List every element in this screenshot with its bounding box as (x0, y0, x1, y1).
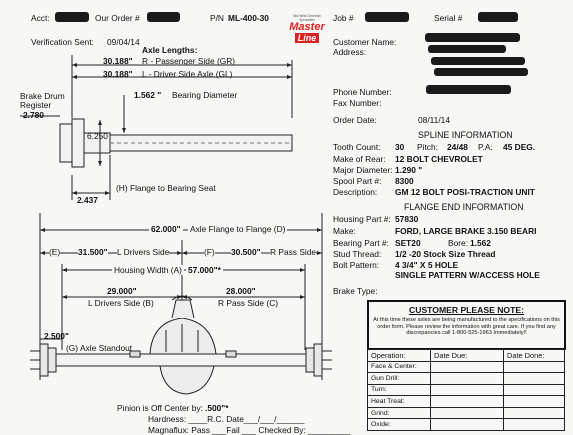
flange-bearing-label: (H) Flange to Bearing Seat (116, 183, 216, 193)
pa-value: 45 DEG. (503, 142, 536, 152)
bore-value: 1.562 (470, 238, 491, 248)
address-label: Address: (333, 47, 367, 57)
pa-label: P.A: (478, 142, 493, 152)
customer-name-label: Customer Name: (333, 37, 397, 47)
l-drivers-label: L Drivers Side (B) (88, 298, 154, 308)
fax-label: Fax Number: (333, 98, 382, 108)
op-face-center: Face & Center: (368, 361, 431, 373)
r-pass-value: 28.000" (226, 286, 256, 296)
op-header-operation: Operation: (368, 350, 431, 362)
description-value: GM 12 BOLT POSI-TRACTION UNIT (395, 187, 535, 197)
op-gun-drill: Gun Drill: (368, 373, 431, 385)
notice-body: At this time these axles are being manufactured to the specifications on this order form. Please review the information with great care. If you find any discrepancies call 1-800-525-1963 Immediately!! (373, 317, 560, 337)
logo-word-line: Line (295, 33, 320, 43)
order-date-value: 08/11/14 (418, 115, 450, 125)
brake-drum-value: 2.780 (23, 110, 44, 120)
pitch-label: Pitch: (417, 142, 438, 152)
phone-label: Phone Number: (333, 87, 392, 97)
bearing-diameter-value: 1.562 " (134, 90, 162, 100)
axle-flange-value: 62.000" (151, 224, 181, 234)
make-rear-label: Make of Rear: (333, 154, 386, 164)
tooth-count-label: Tooth Count: (333, 142, 381, 152)
major-diameter-value: 1.290 " (395, 165, 423, 175)
right-flange (314, 344, 322, 376)
bore-label: Bore: (448, 238, 469, 248)
axle-lengths-title: Axle Lengths: (142, 45, 198, 55)
op-header-date-due: Date Due: (431, 350, 504, 362)
bolt-pattern-value-1: 4 3/4" X 5 HOLE (395, 260, 459, 270)
housing-width-label: Housing Width (A) (114, 265, 182, 275)
description-label: Description: (333, 187, 378, 197)
drivers-side-value: 31.500" (78, 247, 108, 257)
logo-tagline: Mid-West Drivetrain Specialties (293, 14, 321, 22)
hardness-line: Hardness: ____R.C. Date___/___/______ (148, 414, 305, 424)
bolt-circle-value: 6.250 (87, 131, 108, 141)
axle-length-l-label: L - Driver Side Axle (GL) (142, 69, 233, 79)
right-bearing-housing (306, 348, 314, 372)
pass-side-label: R Pass Side (270, 247, 317, 257)
stud-thread-value: 1/2 -20 Stock Size Thread (395, 249, 496, 259)
arrowhead-bearing (122, 128, 126, 133)
bolt-pattern-label: Bolt Pattern: (333, 260, 380, 270)
serial-label: Serial # (434, 13, 463, 23)
notice-title: CUSTOMER PLEASE NOTE: (409, 305, 524, 315)
verification-value: 09/04/14 (107, 37, 140, 47)
brake-drum-register (60, 124, 72, 162)
op-oxide: Oxide: (368, 419, 431, 431)
brake-drum-label-1: Brake Drum (20, 91, 65, 101)
standout-label: (G) Axle Standout (66, 343, 133, 353)
axle-flange (72, 119, 84, 167)
bearing-part-label: Bearing Part #: (333, 238, 389, 248)
bolt-pattern-value-2: SINGLE PATTERN W/ACCESS HOLE (395, 270, 540, 280)
housing-width-value: 57.000"* (188, 265, 221, 275)
logo-word-master: Master (289, 21, 325, 33)
axle-length-l-value: 30.188" (103, 69, 133, 79)
pinion-yoke (172, 300, 194, 318)
brake-drum-label-2: Register (20, 100, 52, 110)
housing-part-value: 57830 (395, 214, 419, 224)
make-rear-value: 12 BOLT CHEVROLET (395, 154, 483, 164)
verification-label: Verification Sent: (31, 37, 94, 47)
op-turn: Turn: (368, 384, 431, 396)
acct-label: Acct: (31, 13, 50, 23)
brake-type-label: Brake Type: (333, 286, 378, 296)
pitch-value: 24/48 (447, 142, 468, 152)
op-heat-treat: Heat Treat: (368, 396, 431, 408)
spool-value: 8300 (395, 176, 414, 186)
job-label: Job # (333, 13, 354, 23)
flange-end-title: FLANGE END INFORMATION (404, 202, 524, 212)
drivers-side-label: L Drivers Side (117, 247, 170, 257)
housing-part-label: Housing Part #: (333, 214, 391, 224)
pn-value: ML-400-30 (228, 13, 269, 23)
r-pass-label: R Pass Side (C) (218, 298, 279, 308)
flange-make-label: Make: (333, 226, 356, 236)
tooth-count-value: 30 (395, 142, 405, 152)
drivers-side-code: (E) (49, 247, 61, 257)
pn-label: P/N (210, 13, 224, 23)
flange-make-value: FORD, LARGE BRAKE 3.150 BEARI (395, 226, 537, 236)
axle-length-r-label: R - Passenger Side (GR) (142, 56, 236, 66)
pinion-value: .500"* (205, 403, 229, 413)
our-order-label: Our Order # (95, 13, 140, 23)
major-diameter-label: Major Diameter: (333, 165, 393, 175)
differential-cover (160, 366, 214, 394)
order-date-label: Order Date: (333, 115, 377, 125)
spool-label: Spool Part #: (333, 176, 382, 186)
flange-bearing-value: 2.437 (77, 195, 98, 205)
standout-value: 2.500" (44, 331, 69, 341)
axle-length-r-value: 30.188" (103, 56, 133, 66)
left-flange (40, 344, 48, 376)
spline-title: SPLINE INFORMATION (418, 130, 513, 140)
right-bracket (226, 351, 236, 357)
l-drivers-value: 29.000" (107, 286, 137, 296)
left-bearing-housing (48, 348, 56, 372)
bearing-diameter-label: Bearing Diameter (172, 90, 238, 100)
stud-thread-label: Stud Thread: (333, 249, 382, 259)
pass-side-value: 30.500" (231, 247, 261, 257)
pinion-label: Pinion is Off Center by: (117, 403, 203, 413)
differential-housing (150, 318, 216, 354)
op-header-date-done: Date Done: (504, 350, 565, 362)
pass-side-code: (F) (204, 247, 215, 257)
magnaflux-line: Magnaflux: Pass ___Fail ___ Checked By: _________ (148, 425, 351, 435)
axle-tube (55, 354, 310, 366)
op-grind: Grind: (368, 407, 431, 419)
axle-flange-label: Axle Flange to Flange (D) (190, 224, 286, 234)
bearing-part-value: SET20 (395, 238, 421, 248)
